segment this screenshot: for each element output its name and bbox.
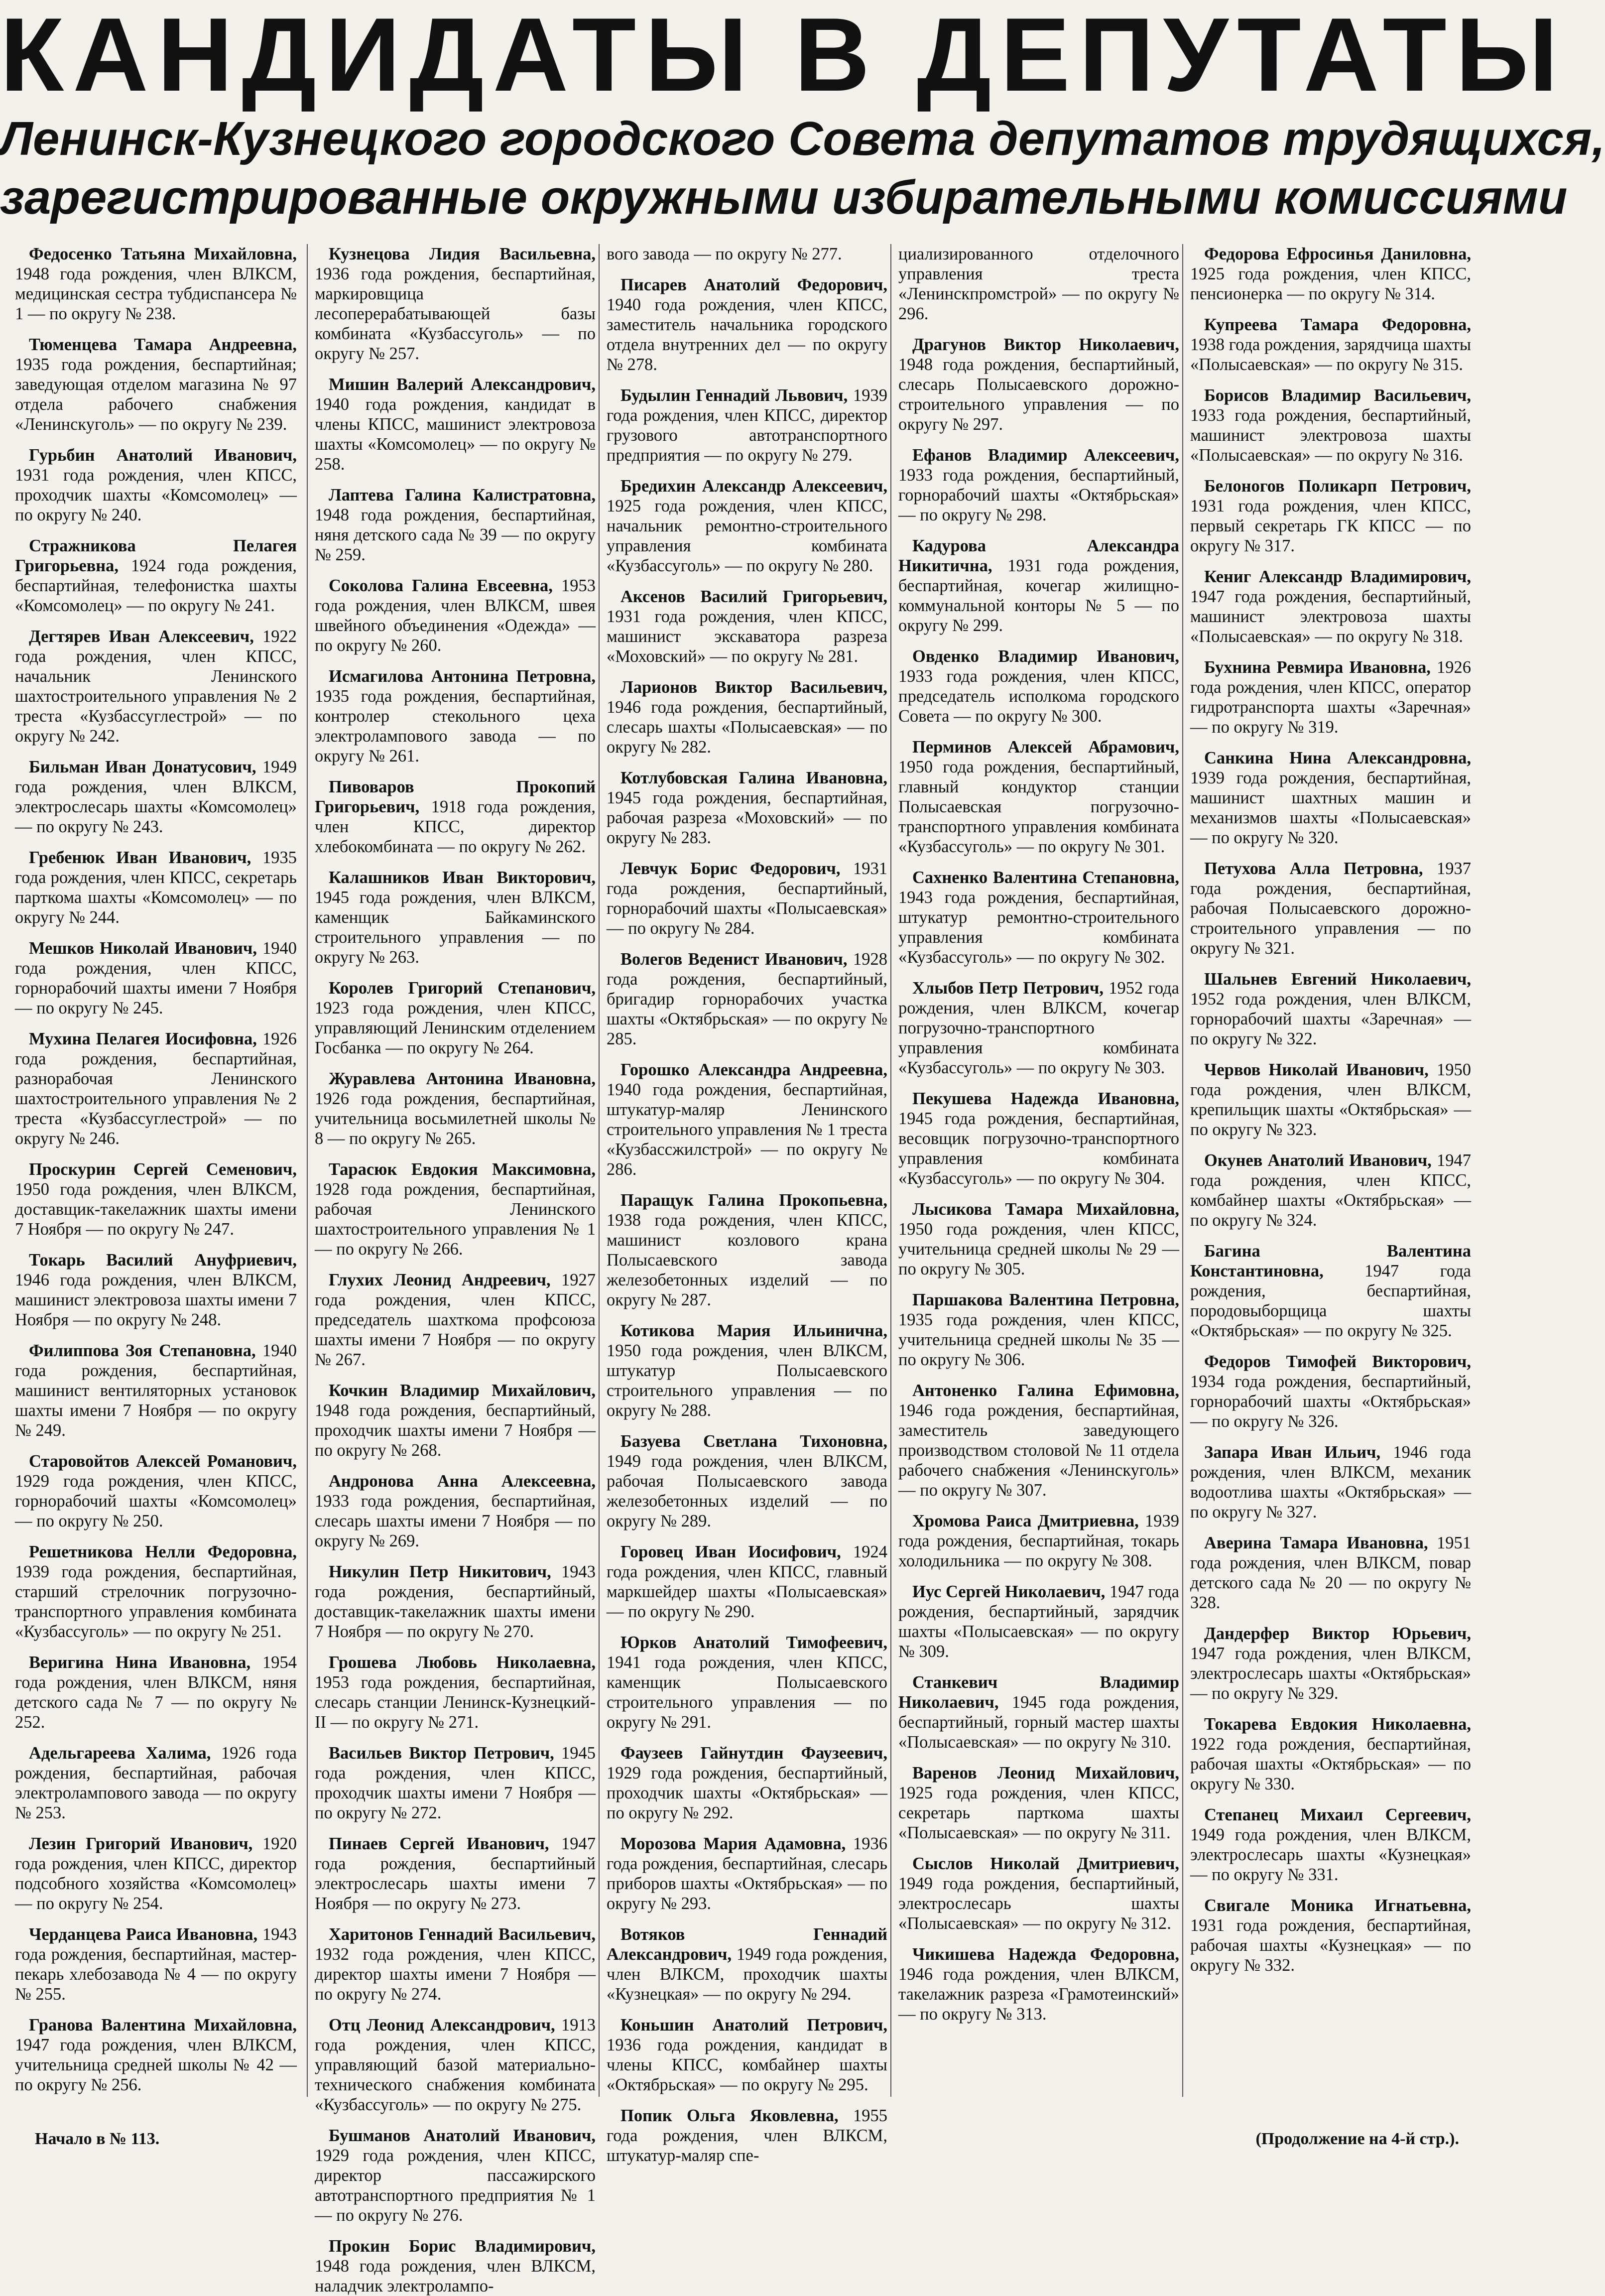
candidate-details: 1952 года рождения, член ВЛКСМ, кочегар погрузочно-транспортного управления комбината «Кузбассуголь» — по округу № 303. [898,979,1179,1077]
candidate-details: 1913 года рождения, член КПСС, управляющий базой материально-технического снабжения комбината «Кузбассуголь» — по округу № 275. [315,2016,596,2114]
candidate-name: Санкина Нина Александровна, [1204,749,1471,767]
candidate-entry [898,1582,1179,1661]
candidate-name: Шальнев Евгений Николаевич, [1204,970,1471,989]
candidate-entry [898,335,1179,434]
candidate-entry [315,978,596,1058]
candidate-name: Тарасюк Евдокия Максимовна, [329,1160,596,1179]
candidate-name: Станкевич Владимир Николаевич, [898,1673,1179,1712]
candidate-entry [1190,1442,1471,1522]
candidate-name: Волегов Веденист Иванович, [620,950,848,969]
candidate-name: Горошко Александра Андреевна, [620,1060,887,1079]
candidate-name: Гурьбин Анатолий Иванович, [29,446,297,465]
candidate-entry [15,1743,297,1823]
column-5 [1182,244,1471,2097]
candidate-details: 1950 года рождения, член ВЛКСМ, доставщик-такелажник шахты имени 7 Ноября — по округу № 247. [15,1180,297,1239]
candidate-details: 1947 года рождения, беспартийный, машинист электровоза шахты «Полысаевская» — по округу № 318. [1190,587,1471,646]
candidate-entry [1190,476,1471,556]
candidate-name: Журавлева Антонина Ивановна, [329,1069,596,1088]
candidate-name: Антоненко Галина Ефимовна, [912,1381,1179,1400]
candidate-details: 1936 года рождения, кандидат в члены КПСС, комбайнер шахты «Октябрьская» — по округу № 295. [607,2036,887,2094]
candidate-name: Андронова Анна Алексеевна, [329,1472,596,1491]
candidate-details: 1943 года рождения, беспартийная, штукатур ремонтно-строительного управления комбината «Кузбассуголь» — по округу № 302. [898,888,1179,967]
candidate-name: Купреева Тамара Федоровна, [1204,315,1471,334]
candidate-entry [1190,1533,1471,1613]
candidate-name: Адельгареева Халима, [29,1744,211,1763]
candidate-details: 1954 года рождения, член ВЛКСМ, няня детского сада № 7 — по округу № 252. [15,1653,297,1732]
candidate-name: Проскурин Сергей Семенович, [29,1160,297,1179]
candidate-details: 1940 года рождения, беспартийная, машинист вентиляторных установок шахты имени 7 Ноября — по округу № 249. [15,1341,297,1440]
candidate-details: 1925 года рождения, член КПСС, пенсионерка — по округу № 314. [1190,264,1471,303]
candidate-details: 1935 года рождения, член КПСС, секретарь парткома шахты «Комсомолец» — по округу № 244. [15,848,297,927]
candidate-details: 1934 года рождения, беспартийный, горнорабочий шахты «Октябрьская» — по округу № 326. [1190,1372,1471,1431]
candidate-details: 1933 года рождения, беспартийный, горнорабочий шахты «Октябрьская» — по округу № 298. [898,466,1179,524]
candidate-name: Черданцева Раиса Ивановна, [29,1925,258,1944]
candidate-entry [607,2015,887,2095]
candidate-name: Веригина Нина Ивановна, [29,1653,251,1672]
candidate-details: 1935 года рождения, беспартийная, контролер стекольного цеха электролампового завода — по округу № 261. [315,687,596,765]
candidate-details: 1936 года рождения, беспартийная, слесарь приборов шахты «Октябрьская» — по округу № 293. [607,1834,887,1913]
candidate-name: Калашников Иван Викторович, [329,868,596,887]
candidate-details: 1950 года рождения, член ВЛКСМ, штукатур Полысаевского строительного управления — по округу № 288. [607,1341,887,1420]
candidate-name: Гранова Валентина Михайловна, [29,2016,297,2035]
candidate-details: 1922 года рождения, член КПСС, начальник Ленинского шахтостроительного управления № 2 треста «Кузбассуглестрой» — по округу № 242. [15,627,297,746]
candidate-entry [1190,1150,1471,1230]
continued-entry-text: вого завода — по округу № 277. [607,245,842,263]
candidate-name: Соколова Галина Евсеевна, [329,576,553,595]
candidate-name: Федоров Тимофей Викторович, [1204,1352,1471,1371]
candidate-name: Чикишева Надежда Федоровна, [912,1945,1179,1964]
candidate-name: Запара Иван Ильич, [1204,1443,1381,1462]
candidate-name: Аверина Тамара Ивановна, [1204,1533,1428,1552]
candidate-name: Решетникова Нелли Федоровна, [29,1542,297,1561]
candidate-entry [1190,244,1471,304]
candidate-name: Филиппова Зоя Степановна, [29,1341,256,1360]
candidate-details: 1939 года рождения, беспартийная, машинист шахтных машин и механизмов шахты «Полысаевская» — по округу № 320. [1190,768,1471,847]
candidate-entry [607,859,887,938]
candidate-entry [607,1321,887,1420]
candidate-details: 1947 года рождения, беспартийный электрослесарь шахты имени 7 Ноября — по округу № 273. [315,1834,596,1913]
candidate-name: Прокин Борис Владимирович, [329,2237,596,2256]
candidate-name: Котикова Мария Ильинична, [620,1321,887,1340]
footer-continuation-note: (Продолжение на 4-й стр.). [1255,2130,1459,2148]
candidate-details: 1939 года рождения, беспартийная, токарь холодильника — по округу № 308. [898,1512,1179,1570]
candidate-name: Бушманов Анатолий Иванович, [329,2126,596,2145]
candidate-name: Дегтярев Иван Алексеевич, [29,627,254,646]
candidate-name: Юрков Анатолий Тимофеевич, [620,1633,887,1652]
candidate-details: 1923 года рождения, член КПСС, управляющий Ленинским отделением Госбанка — по округу № 264. [315,999,596,1057]
candidate-details: 1945 года рождения, член КПСС, проходчик шахты имени 7 Ноября — по округу № 272. [315,1744,596,1822]
candidate-name: Глухих Леонид Андреевич, [329,1271,551,1289]
candidate-details: 1950 года рождения, член ВЛКСМ, крепильщик шахты «Октябрьская» — по округу № 323. [1190,1060,1472,1139]
candidate-details: 1928 года рождения, беспартийная, рабочая Ленинского шахтостроительного управления № 1 — по округу № 266. [315,1180,596,1259]
candidate-entry [1190,748,1471,848]
candidate-name: Мишин Валерий Александрович, [329,375,596,394]
candidate-details: 1929 года рождения, беспартийный, проходчик шахты «Октябрьская» — по округу № 292. [607,1764,887,1822]
candidate-details: 1950 года рождения, член КПСС, учительница средней школы № 29 — по округу № 305. [898,1220,1179,1278]
candidate-details: 1920 года рождения, член КПСС, директор подсобного хозяйства «Комсомолец» — по округу № 254. [15,1834,297,1913]
candidate-details: 1935 года рождения, член КПСС, учительница средней школы № 35 — по округу № 306. [898,1310,1179,1369]
candidate-details: 1938 года рождения, член КПСС, машинист козлового крана Полысаевского завода железобетонных изделий — по округу № 287. [607,1211,887,1309]
candidate-entry [1190,859,1471,958]
headline: КАНДИДАТЫ В ДЕПУТАТЫ [0,0,1567,113]
page-footer [15,2124,1464,2154]
subheadline-line-1: Ленинск-Кузнецкого городского Совета депутатов трудящихся, [0,112,1605,165]
candidate-name: Фаузеев Гайнутдин Фаузеевич, [620,1744,887,1763]
candidate-details: 1947 года рождения, беспартийная, породовыборщица шахты «Октябрьская» — по округу № 325. [1190,1262,1471,1340]
candidate-entry [898,1381,1179,1500]
candidate-name: Пинаев Сергей Иванович, [329,1834,549,1853]
candidate-entry [15,1653,297,1732]
candidate-details: 1948 года рождения, беспартийная, няня детского сада № 39 — по округу № 259. [315,506,596,564]
candidate-entry [315,1924,596,2004]
candidate-details: 1948 года рождения, беспартийный, проходчик шахты имени 7 Ноября — по округу № 268. [315,1401,596,1460]
candidate-name: Стражникова Пелагея Григорьевна, [15,536,297,575]
candidate-entry [898,1511,1179,1571]
candidate-entry [15,445,297,525]
candidate-entry [607,1431,887,1531]
candidate-entry [15,536,297,616]
candidate-details: 1946 года рождения, беспартийный, слесарь шахты «Полысаевская» — по округу № 282. [607,698,887,757]
candidate-name: Горовец Иван Иосифович, [620,1542,841,1561]
candidate-entry [1190,1896,1471,1975]
candidate-entry [315,1562,596,1642]
candidate-entry [1190,1241,1471,1341]
candidate-entry [15,938,297,1018]
candidate-details: 1947 года рождения, член ВЛКСМ, электрослесарь шахты «Октябрьская» — по округу № 329. [1190,1644,1471,1703]
candidate-details: 1953 года рождения, беспартийная, слесарь станции Ленинск-Кузнецкий-II — по округу № 271. [315,1673,596,1732]
candidate-entry [15,1451,297,1531]
candidate-details: 1933 года рождения, беспартийная, слесарь шахты имени 7 Ноября — по округу № 269. [315,1492,596,1550]
candidate-details: 1926 года рождения, беспартийная, рабочая электролампового завода — по округу № 253. [15,1744,297,1822]
candidate-entry [315,244,596,364]
candidate-details: 1924 года рождения, беспартийная, телефонистка шахты «Комсомолец» — по округу № 241. [15,556,297,615]
candidate-entry [1190,1060,1471,1140]
candidate-name: Базуева Светлана Тихоновна, [620,1432,887,1451]
candidate-entry [315,1743,596,1823]
candidate-name: Петухова Алла Петровна, [1204,859,1423,878]
candidate-name: Котлубовская Галина Ивановна, [620,768,887,787]
candidate-entry [898,1944,1179,2024]
candidate-details: 1949 года рождения, член ВЛКСМ, электрослесарь шахты «Кузнецкая» — по округу № 331. [1190,1825,1471,1884]
candidate-details: 1933 года рождения, беспартийный, машинист электровоза шахты «Полысаевская» — по округу № 316. [1190,406,1471,465]
candidate-details: 1948 года рождения, член ВЛКСМ, медицинская сестра тубдиспансера № 1 — по округу № 238. [15,264,297,323]
column-1 [15,244,297,2097]
candidate-entry [315,576,596,655]
candidate-details: 1940 года рождения, член КПСС, горнорабочий шахты имени 7 Ноября — по округу № 245. [15,939,297,1018]
candidate-details: 1947 года рождения, член КПСС, комбайнер шахты «Октябрьская» — по округу № 324. [1190,1151,1472,1230]
candidate-entry [315,1381,596,1460]
candidate-entry [607,1633,887,1732]
candidate-details: 1931 года рождения, член КПСС, проходчик шахты «Комсомолец» — по округу № 240. [15,466,297,524]
candidate-details: 1952 года рождения, член ВЛКСМ, горнорабочий шахты «Заречная» — по округу № 322. [1190,990,1471,1048]
candidate-name: Будылин Геннадий Львович, [620,386,848,405]
candidate-details: 1945 года рождения, беспартийный, горный мастер шахты «Полысаевская» — по округу № 310. [898,1693,1179,1752]
candidate-name: Кадурова Александра Никитична, [898,536,1179,575]
candidate-details: 1945 года рождения, беспартийная, рабочая разреза «Моховский» — по округу № 283. [607,788,887,847]
candidate-entry [15,1924,297,2004]
candidate-name: Кузнецова Лидия Васильевна, [329,245,596,263]
candidate-details: 1931 года рождения, беспартийный, горнорабочий шахты «Полысаевская» — по округу № 284. [607,859,888,938]
candidate-details: 1946 года рождения, член ВЛКСМ, машинист электровоза шахты имени 7 Ноября — по округу № 248. [15,1271,297,1329]
candidate-name: Иус Сергей Николаевич, [912,1582,1106,1601]
candidate-details: 1928 года рождения, беспартийный, бригадир горнорабочих участка шахты «Октябрьская» — по округу № 285. [607,950,888,1048]
candidate-name: Сыслов Николай Дмитриевич, [912,1854,1179,1873]
candidate-details: 1925 года рождения, член КПСС, секретарь парткома шахты «Полысаевская» — по округу № 311. [898,1784,1179,1842]
candidate-details: 1949 года рождения, беспартийный, электрослесарь шахты «Полысаевская» — по округу № 312. [898,1874,1179,1933]
candidate-entry [15,1542,297,1642]
candidate-name: Багина Валентина Константиновна, [1190,1242,1471,1280]
candidate-name: Отц Леонид Александрович, [329,2016,555,2035]
candidate-details: 1922 года рождения, беспартийная, рабочая шахты «Октябрьская» — по округу № 330. [1190,1735,1471,1793]
candidate-name: Мешков Николай Иванович, [29,939,257,958]
candidate-name: Попик Ольга Яковлевна, [620,2106,839,2125]
column-2 [307,244,596,2296]
candidate-details: 1950 года рождения, беспартийный, главный кондуктор станции Полысаевская погрузочно-транспортного управления комбината «Кузбассуголь» — по округу № 301. [898,758,1179,856]
candidate-name: Исмагилова Антонина Петровна, [329,667,596,686]
candidate-name: Мухина Пелагея Иосифовна, [29,1029,257,1048]
candidate-name: Вотяков Геннадий Александрович, [607,1925,887,1964]
candidate-name: Токарь Василий Ануфриевич, [29,1251,297,1270]
candidate-entry [15,244,297,324]
candidate-details: 1938 года рождения, зарядчица шахты «Полысаевская» — по округу № 315. [1190,335,1471,374]
candidate-name: Васильев Виктор Петрович, [329,1744,554,1763]
candidate-entry [898,978,1179,1078]
candidate-entry [315,1270,596,1370]
candidate-entry [1190,385,1471,465]
candidate-details: 1945 года рождения, член ВЛКСМ, каменщик Байкаминского строительного управления — по округу № 263. [315,888,596,967]
candidate-details: 1931 года рождения, беспартийная, кочегар жилищно-коммунальной конторы № 5 — по округу № 299. [898,556,1179,635]
candidate-details: 1931 года рождения, член КПСС, первый секретарь ГК КПСС — по округу № 317. [1190,497,1471,555]
candidate-name: Пекушева Надежда Ивановна, [912,1089,1179,1108]
candidate-entry [15,1029,297,1148]
candidate-name: Тюменцева Тамара Андреевна, [29,335,297,354]
candidate-entry [607,385,887,465]
candidate-entry [607,1190,887,1310]
candidate-name: Свигале Моника Игнатьевна, [1204,1896,1471,1915]
candidate-name: Коньшин Анатолий Петрович, [620,2016,887,2035]
candidate-entry [15,335,297,434]
candidate-name: Грошева Любовь Николаевна, [329,1653,596,1672]
candidate-details: 1935 года рождения, беспартийная; заведующая отделом магазина № 97 отдела рабочего снабжения «Ленинскуголь» — по округу № 239. [15,355,297,434]
candidate-entry [1190,969,1471,1049]
candidate-details: 1940 года рождения, член КПСС, заместитель начальника городского отдела внутренних дел — по округу № 278. [607,295,887,374]
candidate-entry [1190,1714,1471,1794]
candidate-details: 1937 года рождения, беспартийная, рабочая Полысаевского дорожно-строительного управления — по округу № 321. [1190,859,1471,958]
candidate-details: 1943 года рождения, беспартийный, доставщик-такелажник шахты имени 7 Ноября — по округу № 270. [315,1562,596,1641]
candidate-entry [898,1089,1179,1188]
candidate-name: Овденко Владимир Иванович, [912,647,1179,666]
column-4 [890,244,1179,2097]
candidate-entry [315,2236,596,2296]
candidate-details: 1931 года рождения, член КПСС, машинист экскаватора разреза «Моховский» — по округу № 281. [607,607,887,666]
candidate-entry [898,868,1179,967]
candidate-details: 1932 года рождения, член КПСС, директор шахты имени 7 Ноября — по округу № 274. [315,1945,596,2004]
candidate-name: Сахненко Валентина Степановна, [912,868,1179,887]
candidate-details: 1929 года рождения, член КПСС, горнорабочий шахты «Комсомолец» — по округу № 250. [15,1472,297,1531]
candidate-details: 1939 года рождения, член КПСС, директор грузового автотранспортного предприятия — по округу № 279. [607,386,887,465]
candidate-entry [15,1834,297,1913]
candidate-name: Федосенко Татьяна Михайловна, [29,245,297,263]
candidate-entry [1190,1352,1471,1431]
candidate-name: Паршакова Валентина Петровна, [912,1290,1179,1309]
candidate-name: Червов Николай Иванович, [1204,1060,1429,1079]
footer-beginning-note: Начало в № 113. [35,2130,160,2148]
candidate-entry [15,2015,297,2095]
candidate-name: Пивоваров Прокопий Григорьевич, [315,777,596,816]
candidate-name: Лысикова Тамара Михайловна, [912,1200,1179,1219]
candidate-name: Бухнина Ревмира Ивановна, [1204,658,1431,677]
candidate-name: Бильман Иван Донатусович, [29,758,256,776]
candidate-name: Драгунов Виктор Николаевич, [912,335,1179,354]
candidate-entry [607,476,887,576]
candidate-entry [315,375,596,474]
candidate-details: 1931 года рождения, беспартийная, рабочая шахты «Кузнецкая» — по округу № 332. [1190,1916,1471,1975]
candidate-details: 1940 года рождения, кандидат в члены КПСС, машинист электровоза шахты «Комсомолец» — по округу № 258. [315,395,596,474]
candidate-name: Харитонов Геннадий Васильевич, [329,1925,596,1944]
candidate-name: Степанец Михаил Сергеевич, [1204,1805,1471,1824]
candidate-details: 1918 года рождения, член КПСС, директор хлебокомбината — по округу № 262. [315,797,596,856]
candidate-name: Писарев Анатолий Федорович, [620,275,887,294]
candidate-entry [607,1060,887,1179]
subheadline-line-2: зарегистрированные окружными избирательными комиссиями [0,171,1568,224]
candidate-entry [315,1653,596,1732]
candidate-name: Токарева Евдокия Николаевна, [1204,1715,1471,1734]
candidate-entry [315,666,596,766]
candidate-name: Федорова Ефросинья Даниловна, [1204,245,1471,263]
candidate-entry [15,1250,297,1330]
candidate-entry [15,1341,297,1440]
candidate-entry [898,646,1179,726]
candidate-name: Ларионов Виктор Васильевич, [620,678,887,697]
candidate-details: 1948 года рождения, член ВЛКСМ, наладчик электролампо- [315,2257,596,2296]
candidate-details: 1925 года рождения, член КПСС, начальник ремонтно-строительного управления комбината «Кузбассуголь» — по округу № 280. [607,497,887,575]
candidate-name: Ефанов Владимир Алексеевич, [912,446,1179,465]
candidate-entry [315,1834,596,1913]
candidate-name: Гребенюк Иван Иванович, [29,848,251,867]
candidate-details: 1940 года рождения, беспартийная, штукатур-маляр Ленинского строительного управления № 1 треста «Кузбассжилстрой» — по округу № 286. [607,1080,887,1179]
candidate-entry [898,737,1179,857]
candidate-details: 1949 года рождения, член ВЛКСМ, рабочая Полысаевского завода железобетонных изделий — по округу № 289. [607,1452,887,1531]
candidate-entry [315,1069,596,1148]
candidate-entry [315,777,596,857]
candidate-details: 1933 года рождения, член КПСС, председатель исполкома городского Совета — по округу № 300. [898,667,1179,726]
candidate-name: Никулин Петр Никитович, [329,1562,551,1581]
candidate-details: 1953 года рождения, член ВЛКСМ, швея швейного объединения «Одежда» — по округу № 260. [315,576,596,655]
candidate-name: Кочкин Владимир Михайлович, [329,1381,596,1400]
candidate-details: 1946 года рождения, член ВЛКСМ, механик водоотлива шахты «Октябрьская» — по округу № 327. [1190,1443,1472,1522]
candidate-entry [1190,315,1471,375]
candidate-details: 1951 года рождения, член ВЛКСМ, повар детского сада № 20 — по округу № 328. [1190,1533,1471,1612]
column-3 [599,244,888,2165]
candidate-details: 1939 года рождения, беспартийная, старший стрелочник погрузочно-транспортного управления комбината «Кузбассуголь» — по округу № 251. [15,1562,297,1641]
candidate-entry [898,1763,1179,1843]
candidate-name: Варенов Леонид Михайлович, [912,1764,1179,1783]
candidate-details: 1927 года рождения, член КПСС, председатель шахткома профсоюза шахты имени 7 Ноября — по округу № 267. [315,1271,596,1369]
candidate-entry [1190,1805,1471,1885]
candidate-name: Королев Григорий Степанович, [329,979,596,998]
candidate-entry [315,1159,596,1259]
candidate-entry [898,1290,1179,1370]
candidate-details: 1947 года рождения, беспартийный, зарядчик шахты «Полысаевская» — по округу № 309. [898,1582,1179,1661]
candidate-name: Борисов Владимир Васильевич, [1204,386,1471,405]
candidate-details: 1924 года рождения, член КПСС, главный маркшейдер шахты «Полысаевская» — по округу № 290. [607,1542,887,1621]
candidate-details: 1926 года рождения, беспартийная, разнорабочая Ленинского шахтостроительного управления № 2 треста «Кузбассуглестрой» — по округу № 246. [15,1029,297,1148]
candidate-entry [315,485,596,565]
candidate-name: Дандерфер Виктор Юрьевич, [1204,1624,1471,1643]
candidate-entry [898,1199,1179,1279]
candidate-name: Левчук Борис Федорович, [620,859,841,878]
continued-entry-text: циализированного отделочного управления треста «Ленинскпромстрой» — по округу № 296. [898,245,1179,323]
candidate-details: 1949 года рождения, член ВЛКСМ, электрослесарь шахты «Комсомолец» — по округу № 243. [15,758,297,836]
candidate-entry [898,445,1179,525]
candidate-entry [898,536,1179,636]
candidate-entry [607,275,887,375]
subheadline [0,110,1605,234]
candidate-details: 1943 года рождения, беспартийная, мастер-пекарь хлебозавода № 4 — по округу № 255. [15,1925,297,2004]
candidate-entry [607,1834,887,1913]
candidate-entry [607,1924,887,2004]
candidate-entry [315,1471,596,1551]
candidate-name: Лаптева Галина Калистратовна, [329,486,596,505]
candidate-details: 1955 года рождения, член ВЛКСМ, штукатур-маляр спе- [607,2106,888,2165]
candidate-entry [15,627,297,746]
candidate-entry [898,1672,1179,1752]
candidate-details: 1936 года рождения, беспартийная, маркировщица лесоперерабатывающей базы комбината «Кузбассуголь» — по округу № 257. [315,264,596,363]
candidate-details: 1946 года рождения, беспартийная, заместитель заведующего производством столовой № 11 отдела рабочего снабжения «Ленинскуголь» — по округу № 307. [898,1401,1179,1500]
candidate-details: 1949 года рождения, член ВЛКСМ, проходчик шахты «Кузнецкая» — по округу № 294. [607,1945,887,2004]
candidate-entry [607,587,887,666]
candidate-details: 1941 года рождения, член КПСС, каменщик Полысаевского строительного управления — по округу № 291. [607,1653,887,1732]
candidate-entry [315,868,596,967]
candidate-entry [1190,1624,1471,1703]
candidate-entry [607,768,887,848]
candidate-details: 1947 года рождения, член ВЛКСМ, учительница средней школы № 42 — по округу № 256. [15,2036,297,2094]
candidate-details: 1929 года рождения, член КПСС, директор пассажирского автотранспортного предприятия № 1 — по округу № 276. [315,2146,596,2225]
candidate-entry [1190,657,1471,737]
candidate-name: Белоногов Поликарп Петрович, [1204,477,1471,496]
candidate-entry [607,949,887,1049]
candidate-name: Старовойтов Алексей Романович, [29,1452,297,1471]
candidate-entry [1190,567,1471,646]
candidate-details: 1945 года рождения, беспартийная, весовщик погрузочно-транспортного управления комбината «Кузбассуголь» — по округу № 304. [898,1109,1179,1188]
candidate-name: Перминов Алексей Абрамович, [912,738,1179,757]
candidate-details: 1946 года рождения, член ВЛКСМ, такелажник разреза «Грамотеинский» — по округу № 313. [898,1965,1179,2024]
candidate-name: Аксенов Василий Григорьевич, [620,587,887,606]
candidate-entry [15,757,297,837]
candidate-details: 1948 года рождения, беспартийный, слесарь Полысаевского дорожно-строительного управления — по округу № 297. [898,355,1179,434]
candidate-name: Хлыбов Петр Петрович, [912,979,1104,998]
candidate-name: Паращук Галина Прокопьевна, [620,1191,887,1210]
candidate-name: Морозова Мария Адамовна, [620,1834,846,1853]
candidate-entry [15,848,297,927]
candidate-name: Лезин Григорий Иванович, [29,1834,253,1853]
candidate-details: 1926 года рождения, беспартийная, учительница восьмилетней школы № 8 — по округу № 265. [315,1089,596,1148]
candidate-details: 1926 года рождения, член КПСС, оператор гидротранспорта шахты «Заречная» — по округу № 319. [1190,658,1471,737]
candidate-entry [607,677,887,757]
candidate-entry [898,1854,1179,1933]
candidate-entry [607,1542,887,1622]
candidate-entry [607,1743,887,1823]
candidate-name: Бредихин Александр Алексеевич, [620,477,887,496]
candidate-name: Хромова Раиса Дмитриевна, [912,1512,1139,1531]
candidate-name: Окунев Анатолий Иванович, [1204,1151,1432,1170]
candidate-entry [315,2015,596,2115]
candidate-entry [15,1159,297,1239]
candidate-name: Кениг Александр Владимирович, [1204,567,1471,586]
